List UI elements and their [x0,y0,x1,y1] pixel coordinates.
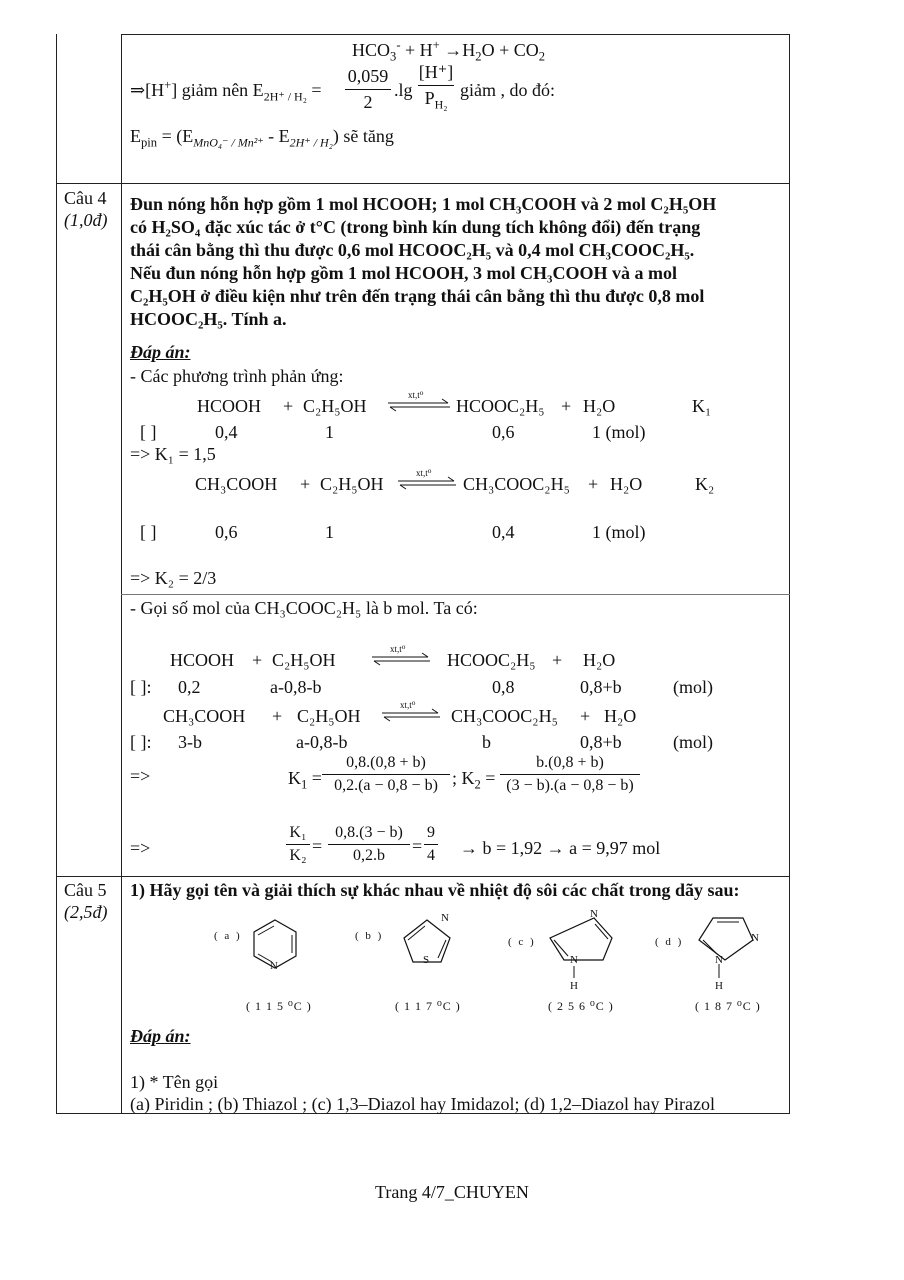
lg-label: .lg [394,80,413,100]
table-left-border [56,34,57,1114]
r3-c: HCOOC₂H₅ [447,650,536,670]
r3v-d: 0,8+b [580,677,622,697]
page-footer: Trang 4/7_CHUYEN [375,1182,529,1202]
r1v-a: 0,4 [215,422,238,442]
k2-value: => K₂ = 2/3 [130,568,217,588]
k1-value: => K₁ = 1,5 [130,444,216,464]
r4-a: CH₃COOH [163,706,246,726]
r2v-a: 0,6 [215,522,238,542]
r4v-c: b [482,732,491,752]
r1-plus2: + [561,396,572,416]
cau5-answer-heading: Đáp án: [130,1026,191,1046]
r4-plus2: + [580,706,591,726]
implication-tail: giảm , do đó: [460,80,555,100]
r2-c: CH₃COOC₂H₅ [463,474,570,494]
r1-plus1: + [283,396,294,416]
r2-k: K₂ [695,474,715,494]
r1-b: C₂H₅OH [303,396,367,416]
table-col-divider [121,34,122,1114]
molecule-pyridine: ( a ) N ( 1 1 5 ⁰C ) [210,910,320,1020]
cau4-intro: - Các phương trình phản ứng: [130,366,344,386]
imp-k: => [130,766,151,786]
r3v-e: (mol) [673,677,713,697]
molecule-thiazole: ( b ) N S ( 1 1 7 ⁰C ) [355,912,461,1013]
row-divider-cau5 [56,876,790,877]
ratio-k1-k2: K₁ K₂ [286,824,310,865]
r3-b: C₂H₅OH [272,650,336,670]
ratio-middle: 0,8.(3 − b) 0,2.b [328,824,410,865]
r3-a: HCOOH [170,650,235,670]
row-top-line [121,34,790,35]
r4v-a: 3-b [178,732,202,752]
r3-equilibrium-arrow: xt,t⁰ [370,644,432,668]
row-subdivider [121,594,790,595]
eq-sign-2: = [412,836,423,856]
fraction-h-over-p: [H⁺] $P_{H_2}$ [418,62,454,112]
r4v-e: (mol) [673,732,713,752]
b-intro: - Gọi số mol của CH₃COOC₂H₅ là b mol. Ta có: [130,598,478,618]
r3v-c: 0,8 [492,677,515,697]
r4v-d: 0,8+b [580,732,622,752]
k1-label: $K_1$ = [288,768,322,792]
implication-line: ⇒[H+] giảm nên $E_{2H^+ / H_2}$ = [130,78,322,104]
cau5-question: 1) Hãy gọi tên và giải thích sự khác nhau về nhiệt độ sôi các chất trong dãy sau: [130,880,740,900]
r4-equilibrium-arrow: xt,t⁰ [380,700,442,724]
r1-c: HCOOC₂H₅ [456,396,545,416]
r3-plus2: + [552,650,563,670]
cau4-label: Câu 4 [64,188,107,208]
cau5-points: (2,5đ) [64,902,108,922]
r2-plus2: + [588,474,599,494]
cau5-answer-names: (a) Piridin ; (b) Thiazol ; (c) 1,3–Diazol hay Imidazol; (d) 1,2–Diazol hay Pirazol [130,1094,715,1114]
k1-fraction: 0,8.(0,8 + b) 0,2.(a − 0,8 − b) [322,754,450,795]
r1-d: H₂O [583,396,616,416]
r4-b: C₂H₅OH [297,706,361,726]
eq-sign-1: = [312,836,323,856]
r1v-d: 1 (mol) [592,422,646,442]
r1-equilibrium-arrow: xt,t⁰ [386,390,452,414]
r2-equilibrium-arrow: xt,t⁰ [396,468,458,492]
k2-label: ; $K_2$ = [452,768,496,792]
molecule-imidazole: ( c ) N N H ( 2 5 6 ⁰C ) [508,908,614,1013]
r4-c: CH₃COOC₂H₅ [451,706,558,726]
result-b-a: → b = 1,92 → a = 9,97 mol [460,838,661,858]
equation-hco3: $HCO_3^- + H^+ \to H_2O + CO_2$ [352,38,546,64]
r1v-c: 0,6 [492,422,515,442]
row-divider-cau4 [56,183,790,184]
r1-a: HCOOH [197,396,262,416]
r4v-b: a-0,8-b [296,732,348,752]
ratio-nine-four: 9 4 [424,824,438,865]
r2v-br: [ ] [140,522,157,542]
epin-line: $E_{pin} = (E_{MnO_4^- / Mn^{2+}} - E_{2H^+ / H_2})$ sẽ tăng [130,126,394,150]
r4-plus1: + [272,706,283,726]
r2-a: CH₃COOH [195,474,278,494]
r2v-d: 1 (mol) [592,522,646,542]
r2-plus1: + [300,474,311,494]
r2v-b: 1 [325,522,334,542]
table-right-border [789,34,790,1114]
r1v-br: [ ] [140,422,157,442]
r3v-b: a-0,8-b [270,677,322,697]
cau4-answer-heading: Đáp án: [130,342,191,362]
cau5-label: Câu 5 [64,880,107,900]
cau4-points: (1,0đ) [64,210,108,230]
r4v-br: [ ]: [130,732,152,752]
molecule-pyrazole: ( d ) N N H ( 1 8 7 ⁰C ) [655,908,770,1020]
cau4-question: Đun nóng hỗn hợp gồm 1 mol HCOOH; 1 mol CH₃COOH và 2 mol C₂H₅OH có H₂SO₄ đặc xúc tác ở t°C (trong bình kín dung tích không đổi) đến trạng thái cân bằng thì thu được 0,6 mol HCOOC₂H₅ và 0,4 mol CH₃COOC₂H₅. Nếu đun nóng hỗn hợp gồm 1 mol HCOOH, 3 mol CH₃COOH và a mol C₂H₅OH ở điều kiện như trên đến trạng thái cân bằng thì thu được 0,8 mol HCOOC₂H₅. Tính a. [130,194,717,329]
r2-b: C₂H₅OH [320,474,384,494]
r2v-c: 0,4 [492,522,515,542]
r4-d: H₂O [604,706,637,726]
r3v-br: [ ]: [130,677,152,697]
cau5-answer-1: 1) * Tên gọi [130,1072,219,1092]
r2-d: H₂O [610,474,643,494]
r1-k: K₁ [692,396,712,416]
r3-plus1: + [252,650,263,670]
r3v-a: 0,2 [178,677,201,697]
imp-ratio: => [130,838,151,858]
fraction-0059: 0,059 2 [345,66,391,113]
r3-d: H₂O [583,650,616,670]
r1v-b: 1 [325,422,334,442]
k2-fraction: b.(0,8 + b) (3 − b).(a − 0,8 − b) [500,754,640,795]
